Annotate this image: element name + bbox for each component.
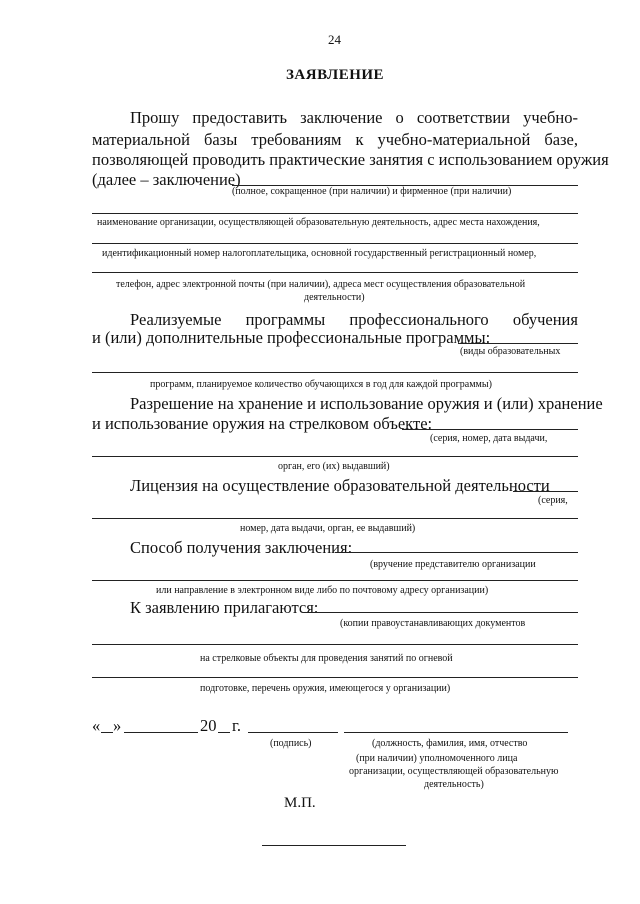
date-year-prefix: 20 — [200, 716, 217, 735]
permit-line-2: и использование оружия на стрелковом объекте: — [92, 414, 433, 433]
signature-field[interactable] — [248, 732, 338, 733]
date-month-field[interactable] — [124, 732, 198, 733]
programs-word: обучения — [512, 310, 578, 329]
programs-word: Реализуемые — [130, 310, 222, 329]
intro-word: Прошу — [130, 108, 180, 127]
attachments-line-field-2[interactable] — [92, 677, 578, 678]
intro-line-3: позволяющей проводить практические занятия с использованием оружия — [92, 150, 609, 169]
hint-position-4: деятельность) — [424, 779, 484, 790]
position-name-field[interactable] — [344, 732, 568, 733]
method-line-field[interactable] — [92, 580, 578, 581]
programs-field[interactable] — [458, 343, 578, 344]
date-day-field[interactable] — [101, 732, 113, 733]
method-line-1: Способ получения заключения: — [130, 538, 353, 557]
license-line-1: Лицензия на осуществление образовательной деятельности — [130, 476, 550, 495]
hint-organization-ids: идентификационный номер налогоплательщика, основной государственный регистрационный номер, — [102, 248, 537, 259]
intro-word: материальной — [92, 130, 190, 149]
hint-attachments-weapons: подготовке, перечень оружия, имеющегося у организации) — [200, 683, 451, 694]
license-field[interactable] — [513, 491, 578, 492]
intro-word: учебно-материальной — [377, 130, 531, 149]
hint-organization-address: наименование организации, осуществляющей образовательную деятельность, адрес места нахождения, — [97, 217, 540, 228]
programs-line-field[interactable] — [92, 372, 578, 373]
attachments-field[interactable] — [304, 612, 578, 613]
intro-word: требованиям — [251, 130, 342, 149]
hint-method-electronic: или направление в электронном виде либо по почтовому адресу организации) — [156, 585, 489, 596]
document-title: ЗАЯВЛЕНИЕ — [286, 67, 385, 83]
hint-organization-contacts: телефон, адрес электронной почты (при наличии), адреса мест осуществления образовательной — [116, 279, 526, 290]
intro-line-1 — [130, 108, 578, 128]
attachments-line-1: К заявлению прилагаются: — [130, 598, 319, 617]
method-field[interactable] — [335, 552, 578, 553]
intro-word: заключение — [300, 108, 383, 127]
organization-line-2[interactable] — [92, 213, 578, 214]
hint-position-3: организации, осуществляющей образовательную — [349, 766, 559, 777]
hint-license-details: номер, дата выдачи, орган, ее выдавший) — [240, 523, 416, 534]
programs-line-1 — [130, 310, 578, 330]
hint-signature: (подпись) — [270, 738, 312, 749]
page-number: 24 — [328, 32, 341, 47]
hint-permit-issuer: орган, его (их) выдавший) — [278, 461, 390, 472]
date-year-field[interactable] — [218, 732, 230, 733]
intro-line-2 — [92, 130, 578, 150]
intro-word: базе, — [544, 130, 578, 149]
hint-attachments-copies: (копии правоустанавливающих документов — [340, 618, 526, 629]
intro-word: предоставить — [192, 108, 288, 127]
programs-word: программы — [245, 310, 326, 329]
hint-position-1: (должность, фамилия, имя, отчество — [372, 738, 528, 749]
intro-word: соответствии — [416, 108, 511, 127]
hint-position-2: (при наличии) уполномоченного лица — [356, 753, 518, 764]
organization-line-3[interactable] — [92, 243, 578, 244]
intro-word: к — [355, 130, 364, 149]
hint-organization-contacts-2: деятельности) — [304, 292, 365, 303]
organization-line-4[interactable] — [92, 272, 578, 273]
programs-word: профессионального — [349, 310, 489, 329]
intro-word: базы — [203, 130, 238, 149]
permit-field[interactable] — [402, 429, 578, 430]
hint-permit-details: (серия, номер, дата выдачи, — [430, 433, 548, 444]
date-close-quote: » — [113, 716, 122, 735]
permit-line-field[interactable] — [92, 456, 578, 457]
stamp-place: М.П. — [284, 795, 316, 811]
hint-program-types: (виды образовательных — [460, 346, 561, 357]
license-line-field[interactable] — [92, 518, 578, 519]
date-open-quote: « — [92, 716, 101, 735]
intro-word: учебно- — [523, 108, 578, 127]
hint-method-delivery: (вручение представителю организации — [370, 559, 536, 570]
hint-organization-name: (полное, сокращенное (при наличии) и фирменное (при наличии) — [232, 186, 512, 197]
hint-program-counts: программ, планируемое количество обучающихся в год для каждой программы) — [150, 379, 492, 390]
hint-attachments-objects: на стрелковые объекты для проведения занятий по огневой — [200, 653, 453, 664]
bottom-rule — [262, 845, 406, 846]
attachments-line-field-1[interactable] — [92, 644, 578, 645]
programs-line-2: и (или) дополнительные профессиональные программы: — [92, 328, 491, 347]
intro-line-4: (далее – заключение) — [92, 170, 241, 189]
intro-word: о — [395, 108, 404, 127]
hint-license-series: (серия, — [538, 495, 568, 506]
permit-line-1: Разрешение на хранение и использование оружия и (или) хранение — [130, 394, 603, 413]
date-year-suffix: г. — [232, 716, 242, 735]
